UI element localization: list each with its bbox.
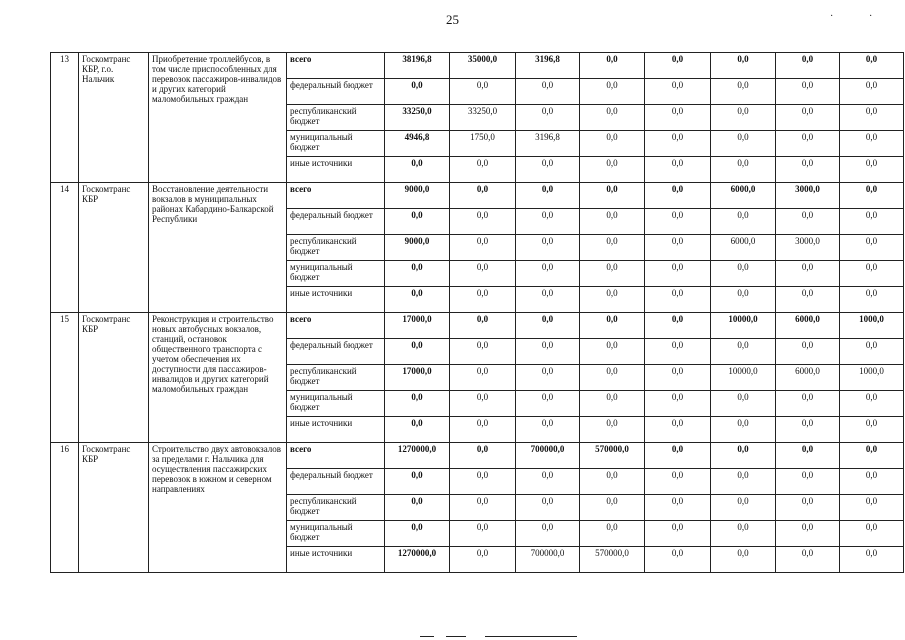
amount-cell: 0,0 (580, 287, 645, 313)
amount-cell: 0,0 (840, 53, 904, 79)
amount-cell: 0,0 (580, 235, 645, 261)
funding-source-label: муниципальный бюджет (287, 261, 385, 287)
page-number: 25 (446, 12, 459, 27)
scan-speck: · (830, 11, 834, 22)
amount-cell: 0,0 (580, 313, 645, 339)
amount-cell: 0,0 (711, 131, 776, 157)
amount-cell: 570000,0 (580, 547, 645, 573)
amount-cell: 0,0 (450, 365, 516, 391)
amount-cell: 0,0 (580, 365, 645, 391)
amount-cell: 0,0 (516, 391, 580, 417)
amount-cell: 0,0 (776, 105, 840, 131)
amount-cell: 3196,8 (516, 131, 580, 157)
table-row (51, 443, 904, 469)
amount-cell: 6000,0 (711, 235, 776, 261)
amount-cell: 0,0 (450, 209, 516, 235)
measure-description: Строительство двух автовокзалов за пределами г. Нальчика для осуществления пассажирских перевозок в южном и северном направлениях (149, 443, 287, 573)
amount-cell: 0,0 (645, 235, 711, 261)
funding-source-label: федеральный бюджет (287, 339, 385, 365)
amount-cell: 0,0 (580, 521, 645, 547)
amount-cell: 0,0 (711, 495, 776, 521)
amount-cell: 0,0 (516, 495, 580, 521)
amount-cell: 0,0 (840, 157, 904, 183)
amount-cell: 0,0 (580, 469, 645, 495)
amount-cell: 0,0 (840, 183, 904, 209)
footer-rule (446, 636, 466, 637)
amount-cell: 0,0 (385, 391, 450, 417)
amount-cell: 0,0 (711, 521, 776, 547)
funding-source-label: всего (287, 313, 385, 339)
funding-source-label: федеральный бюджет (287, 469, 385, 495)
amount-cell: 0,0 (385, 339, 450, 365)
amount-cell: 1750,0 (450, 131, 516, 157)
amount-cell: 0,0 (776, 417, 840, 443)
item-number: 14 (51, 183, 79, 313)
amount-cell: 0,0 (580, 53, 645, 79)
amount-cell: 0,0 (580, 417, 645, 443)
amount-cell: 0,0 (840, 495, 904, 521)
funding-source-label: федеральный бюджет (287, 209, 385, 235)
item-number: 16 (51, 443, 79, 573)
amount-cell: 0,0 (580, 339, 645, 365)
amount-cell: 17000,0 (385, 313, 450, 339)
scan-speck: · (869, 11, 873, 22)
item-number: 15 (51, 313, 79, 443)
amount-cell: 0,0 (840, 105, 904, 131)
amount-cell: 3000,0 (776, 235, 840, 261)
funding-source-label: всего (287, 443, 385, 469)
amount-cell: 0,0 (516, 261, 580, 287)
amount-cell: 0,0 (711, 391, 776, 417)
amount-cell: 10000,0 (711, 313, 776, 339)
amount-cell: 0,0 (776, 521, 840, 547)
amount-cell: 3000,0 (776, 183, 840, 209)
amount-cell: 6000,0 (776, 313, 840, 339)
table-row (51, 183, 904, 209)
amount-cell: 0,0 (516, 287, 580, 313)
amount-cell: 0,0 (450, 417, 516, 443)
amount-cell: 0,0 (645, 521, 711, 547)
amount-cell: 0,0 (645, 209, 711, 235)
amount-cell: 0,0 (580, 183, 645, 209)
amount-cell: 0,0 (645, 417, 711, 443)
amount-cell: 0,0 (711, 469, 776, 495)
amount-cell: 6000,0 (711, 183, 776, 209)
amount-cell: 0,0 (450, 495, 516, 521)
amount-cell: 0,0 (840, 287, 904, 313)
amount-cell: 0,0 (580, 261, 645, 287)
amount-cell: 0,0 (450, 183, 516, 209)
amount-cell: 0,0 (450, 79, 516, 105)
amount-cell: 0,0 (776, 79, 840, 105)
amount-cell: 0,0 (840, 261, 904, 287)
item-number: 13 (51, 53, 79, 183)
amount-cell: 3196,8 (516, 53, 580, 79)
amount-cell: 0,0 (776, 53, 840, 79)
amount-cell: 0,0 (711, 339, 776, 365)
amount-cell: 700000,0 (516, 443, 580, 469)
amount-cell: 0,0 (516, 469, 580, 495)
amount-cell: 0,0 (516, 521, 580, 547)
funding-source-label: всего (287, 183, 385, 209)
amount-cell: 0,0 (385, 261, 450, 287)
amount-cell: 0,0 (645, 313, 711, 339)
amount-cell: 0,0 (450, 521, 516, 547)
amount-cell: 0,0 (450, 391, 516, 417)
amount-cell: 0,0 (645, 443, 711, 469)
amount-cell: 0,0 (645, 157, 711, 183)
amount-cell: 0,0 (516, 105, 580, 131)
amount-cell: 0,0 (840, 339, 904, 365)
amount-cell: 0,0 (711, 261, 776, 287)
amount-cell: 0,0 (385, 417, 450, 443)
amount-cell: 700000,0 (516, 547, 580, 573)
amount-cell: 0,0 (840, 443, 904, 469)
amount-cell: 0,0 (450, 469, 516, 495)
amount-cell: 0,0 (711, 547, 776, 573)
amount-cell: 0,0 (516, 365, 580, 391)
amount-cell: 4946,8 (385, 131, 450, 157)
amount-cell: 0,0 (776, 495, 840, 521)
amount-cell: 0,0 (385, 495, 450, 521)
amount-cell: 0,0 (776, 339, 840, 365)
funding-source-label: федеральный бюджет (287, 79, 385, 105)
amount-cell: 0,0 (776, 261, 840, 287)
amount-cell: 0,0 (516, 183, 580, 209)
amount-cell: 0,0 (580, 157, 645, 183)
amount-cell: 0,0 (580, 131, 645, 157)
amount-cell: 0,0 (580, 495, 645, 521)
amount-cell: 570000,0 (580, 443, 645, 469)
amount-cell: 0,0 (645, 547, 711, 573)
amount-cell: 0,0 (516, 339, 580, 365)
amount-cell: 0,0 (645, 495, 711, 521)
amount-cell: 35000,0 (450, 53, 516, 79)
amount-cell: 0,0 (450, 443, 516, 469)
amount-cell: 0,0 (711, 79, 776, 105)
amount-cell: 1000,0 (840, 365, 904, 391)
table-row (51, 53, 904, 79)
amount-cell: 0,0 (840, 547, 904, 573)
amount-cell: 0,0 (450, 287, 516, 313)
amount-cell: 0,0 (645, 365, 711, 391)
amount-cell: 0,0 (840, 79, 904, 105)
funding-source-label: муниципальный бюджет (287, 521, 385, 547)
funding-source-label: иные источники (287, 547, 385, 573)
funding-source-label: иные источники (287, 287, 385, 313)
amount-cell: 0,0 (711, 287, 776, 313)
amount-cell: 0,0 (516, 79, 580, 105)
amount-cell: 0,0 (450, 235, 516, 261)
funding-table (50, 52, 904, 573)
measure-description: Реконструкция и строительство новых автобусных вокзалов, станций, остановок общественного транспорта с учетом обеспечения их доступности для пассажиров-инвалидов и других категорий маломобильных граждан (149, 313, 287, 443)
amount-cell: 38196,8 (385, 53, 450, 79)
executor-cell: Госкомтранс КБР, г.о. Нальчик (79, 53, 149, 183)
executor-cell: Госкомтранс КБР (79, 313, 149, 443)
amount-cell: 0,0 (645, 469, 711, 495)
executor-cell: Госкомтранс КБР (79, 443, 149, 573)
amount-cell: 0,0 (776, 131, 840, 157)
footer-rule (420, 636, 434, 637)
amount-cell: 0,0 (385, 79, 450, 105)
funding-source-label: республиканский бюджет (287, 235, 385, 261)
amount-cell: 0,0 (645, 131, 711, 157)
amount-cell: 0,0 (516, 313, 580, 339)
funding-source-label: иные источники (287, 417, 385, 443)
amount-cell: 0,0 (711, 105, 776, 131)
amount-cell: 0,0 (776, 391, 840, 417)
funding-source-label: республиканский бюджет (287, 495, 385, 521)
table-row (51, 313, 904, 339)
funding-source-label: муниципальный бюджет (287, 131, 385, 157)
amount-cell: 0,0 (776, 287, 840, 313)
funding-source-label: республиканский бюджет (287, 105, 385, 131)
amount-cell: 0,0 (580, 391, 645, 417)
funding-source-label: республиканский бюджет (287, 365, 385, 391)
measure-description: Восстановление деятельности вокзалов в муниципальных районах Кабардино-Балкарской Республики (149, 183, 287, 313)
amount-cell: 0,0 (776, 469, 840, 495)
amount-cell: 0,0 (840, 209, 904, 235)
amount-cell: 0,0 (711, 157, 776, 183)
amount-cell: 0,0 (580, 105, 645, 131)
amount-cell: 0,0 (711, 443, 776, 469)
amount-cell: 0,0 (516, 209, 580, 235)
amount-cell: 0,0 (840, 391, 904, 417)
amount-cell: 9000,0 (385, 235, 450, 261)
amount-cell: 0,0 (840, 521, 904, 547)
funding-source-label: всего (287, 53, 385, 79)
amount-cell: 0,0 (580, 79, 645, 105)
amount-cell: 0,0 (516, 417, 580, 443)
amount-cell: 0,0 (645, 105, 711, 131)
amount-cell: 1270000,0 (385, 547, 450, 573)
amount-cell: 0,0 (645, 287, 711, 313)
amount-cell: 0,0 (645, 79, 711, 105)
amount-cell: 0,0 (645, 339, 711, 365)
amount-cell: 0,0 (450, 547, 516, 573)
amount-cell: 0,0 (580, 209, 645, 235)
amount-cell: 33250,0 (385, 105, 450, 131)
amount-cell: 33250,0 (450, 105, 516, 131)
amount-cell: 0,0 (711, 209, 776, 235)
amount-cell: 0,0 (516, 235, 580, 261)
amount-cell: 0,0 (450, 313, 516, 339)
amount-cell: 0,0 (840, 417, 904, 443)
amount-cell: 0,0 (711, 417, 776, 443)
amount-cell: 1270000,0 (385, 443, 450, 469)
amount-cell: 0,0 (385, 157, 450, 183)
executor-cell: Госкомтранс КБР (79, 183, 149, 313)
amount-cell: 9000,0 (385, 183, 450, 209)
funding-source-label: иные источники (287, 157, 385, 183)
amount-cell: 17000,0 (385, 365, 450, 391)
amount-cell: 0,0 (450, 339, 516, 365)
amount-cell: 0,0 (840, 235, 904, 261)
footer-rule (485, 636, 577, 637)
amount-cell: 0,0 (840, 131, 904, 157)
amount-cell: 10000,0 (711, 365, 776, 391)
amount-cell: 0,0 (516, 157, 580, 183)
amount-cell: 0,0 (776, 157, 840, 183)
amount-cell: 0,0 (385, 469, 450, 495)
amount-cell: 0,0 (645, 261, 711, 287)
amount-cell: 0,0 (385, 521, 450, 547)
amount-cell: 0,0 (776, 209, 840, 235)
amount-cell: 0,0 (711, 53, 776, 79)
amount-cell: 0,0 (776, 547, 840, 573)
amount-cell: 6000,0 (776, 365, 840, 391)
funding-source-label: муниципальный бюджет (287, 391, 385, 417)
amount-cell: 0,0 (645, 183, 711, 209)
amount-cell: 0,0 (385, 209, 450, 235)
amount-cell: 1000,0 (840, 313, 904, 339)
amount-cell: 0,0 (840, 469, 904, 495)
amount-cell: 0,0 (776, 443, 840, 469)
amount-cell: 0,0 (450, 261, 516, 287)
measure-description: Приобретение троллейбусов, в том числе приспособленных для перевозок пассажиров-инвалидов и других категорий маломобильных граждан (149, 53, 287, 183)
amount-cell: 0,0 (385, 287, 450, 313)
amount-cell: 0,0 (450, 157, 516, 183)
amount-cell: 0,0 (645, 53, 711, 79)
amount-cell: 0,0 (645, 391, 711, 417)
